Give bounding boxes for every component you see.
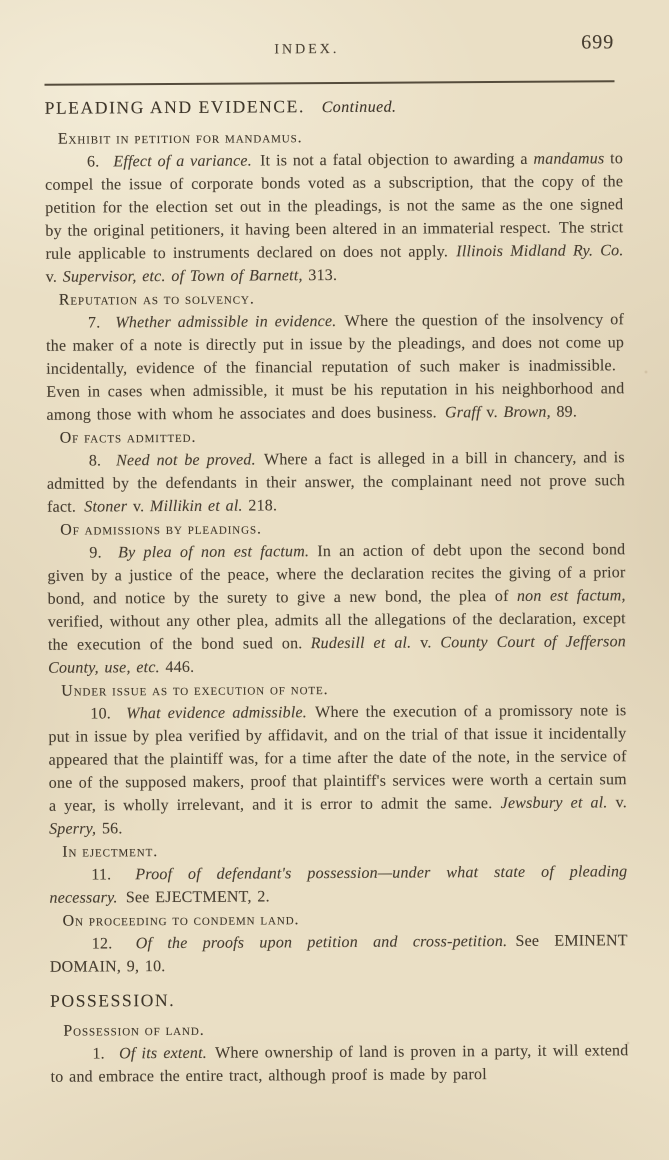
text-run: Possession of land.: [63, 1021, 205, 1040]
header-rule: [45, 80, 615, 85]
section-heading: [58, 124, 623, 150]
index-entry: [47, 538, 626, 680]
text-run: Millikin et al.: [149, 497, 243, 516]
text-run: 11.: [91, 866, 136, 884]
text-run: Stoner: [84, 498, 128, 516]
text-run: Of admissions by pleadings.: [60, 520, 262, 539]
text-run: Whether admissible in evidence.: [115, 312, 337, 332]
text-run: Jewsbury et al.: [500, 794, 608, 812]
text-run: mandamus: [533, 150, 605, 168]
text-run: 218.: [242, 497, 278, 515]
text-run: On proceeding to condemn land.: [62, 911, 300, 930]
text-run: v.: [480, 403, 504, 422]
text-run: Rudesill et al.: [310, 634, 412, 653]
text-run: By plea of non est factum.: [118, 543, 310, 562]
index-entry: [45, 147, 624, 289]
index-entry: [50, 1039, 628, 1089]
text-run: v.: [127, 498, 151, 516]
text-run: POSSESSION.: [50, 989, 176, 1011]
text-run: Of facts admitted.: [59, 428, 197, 447]
index-entry: [49, 860, 627, 910]
text-run: Sperry,: [49, 820, 97, 838]
text-run: Supervisor, etc. of Town of Barnett,: [62, 267, 303, 286]
text-run: 1.: [92, 1045, 120, 1063]
text-run: PLEADING AND EVIDENCE.: [44, 96, 305, 118]
text-run: In ejectment.: [62, 843, 159, 861]
text-run: non est factum,: [516, 587, 626, 605]
text-run: 89.: [550, 403, 578, 421]
section-heading: [62, 837, 627, 863]
main-heading: [45, 92, 623, 122]
text-run: 446.: [159, 658, 195, 677]
text-run: 9.: [89, 544, 119, 562]
text-run: v.: [45, 268, 63, 286]
text-run: Of its extent.: [119, 1044, 207, 1063]
section-heading: [59, 285, 624, 311]
text-run: Where the question of the insolvency of the maker of a note is directly put in issue by the pleadings, and does not come up incidentally, evidence of the financial reputation of such maker is inadmissible. Even in cases when admissible, it must be his reputation in his neighborhood and among those with whom he associates and does business.: [46, 311, 625, 424]
page-header: [44, 0, 622, 64]
type-area: [44, 0, 629, 1089]
text-run: What evidence admissible.: [126, 704, 307, 723]
index-entry: [46, 308, 625, 427]
page-number: 699: [581, 31, 615, 54]
running-head: INDEX.: [274, 41, 340, 58]
section-heading: [63, 906, 628, 932]
main-heading: [50, 985, 628, 1014]
text-run: 313.: [302, 266, 338, 285]
text-run: 7.: [87, 314, 116, 332]
section-heading: [60, 423, 625, 449]
text-run: County Court of Jefferson County, use, etc.: [48, 633, 626, 677]
text-run: 8.: [88, 452, 117, 470]
text-run: In an action of debt upon the second bond given by a justice of the peace, where the declaration recites the giving of a prior bond, and notice by the surety to give a new bond, the plea of: [47, 541, 626, 608]
index-entry: [48, 699, 627, 841]
index-entry: [50, 929, 628, 979]
section-heading: [61, 676, 626, 702]
text-run: Brown,: [503, 403, 551, 421]
page-body: [45, 92, 629, 1089]
text-run: Where a fact is alleged in a bill in chancery, and is admitted by the defendants in their answer, the complainant need not prove such fact.: [46, 449, 625, 516]
text-run: to compel the issue of corporate bonds voted as a subscription, that the copy of the petition for the election set out in the pleadings, is not the same as the one signed by the original petitioners, it having been altered in an immaterial respect. The strict rule applicable to instruments declared on does not apply.: [45, 150, 624, 263]
text-run: Where ownership of land is proven in a party, it will extend to and embrace the entire tract, although proof is made by parol: [50, 1042, 629, 1086]
text-run: Graff: [444, 404, 481, 422]
section-heading: [63, 1016, 628, 1042]
text-run: Reputation as to solvency.: [58, 290, 255, 309]
text-run: Under issue as to execution of note.: [61, 681, 329, 700]
text-run: Where the execution of a promissory note is put in issue by plea verified by affidavit, and on the trial of that issue it incidentally appeared that the plaintiff was, for a time after the date of the note, in the service of one of the supposed makers, proof that plaintiff's services were worth a certain sum a year, is wholly irrelevant, and it is error to admit the same.: [48, 702, 627, 815]
text-run: See EMINENT DOMAIN, 9, 10.: [49, 932, 628, 976]
text-run: It is not a fatal objection to awarding a: [251, 150, 534, 170]
text-run: Continued.: [304, 98, 397, 117]
text-run: Illinois Midland Ry. Co.: [456, 242, 624, 261]
text-run: Of the proofs upon petition and cross-petition.: [135, 932, 508, 953]
text-run: v.: [411, 634, 441, 652]
text-run: 56.: [96, 820, 123, 838]
index-entry: [47, 446, 625, 519]
text-run: v.: [607, 794, 627, 812]
text-run: See EJECTMENT, 2.: [117, 888, 270, 907]
text-run: 10.: [90, 705, 127, 723]
text-run: Exhibit in petition for mandamus.: [57, 129, 303, 148]
text-run: Proof of defendant's possession—under what state of pleading necessary.: [49, 863, 628, 907]
section-heading: [60, 515, 625, 541]
text-run: 12.: [91, 935, 136, 953]
text-run: verified, without any other plea, admits all the allegations of the declaration, except the execution of the bond sued on.: [47, 610, 626, 654]
text-run: Effect of a variance.: [113, 152, 252, 171]
text-run: Need not be proved.: [116, 451, 256, 470]
text-run: 6.: [86, 153, 114, 171]
